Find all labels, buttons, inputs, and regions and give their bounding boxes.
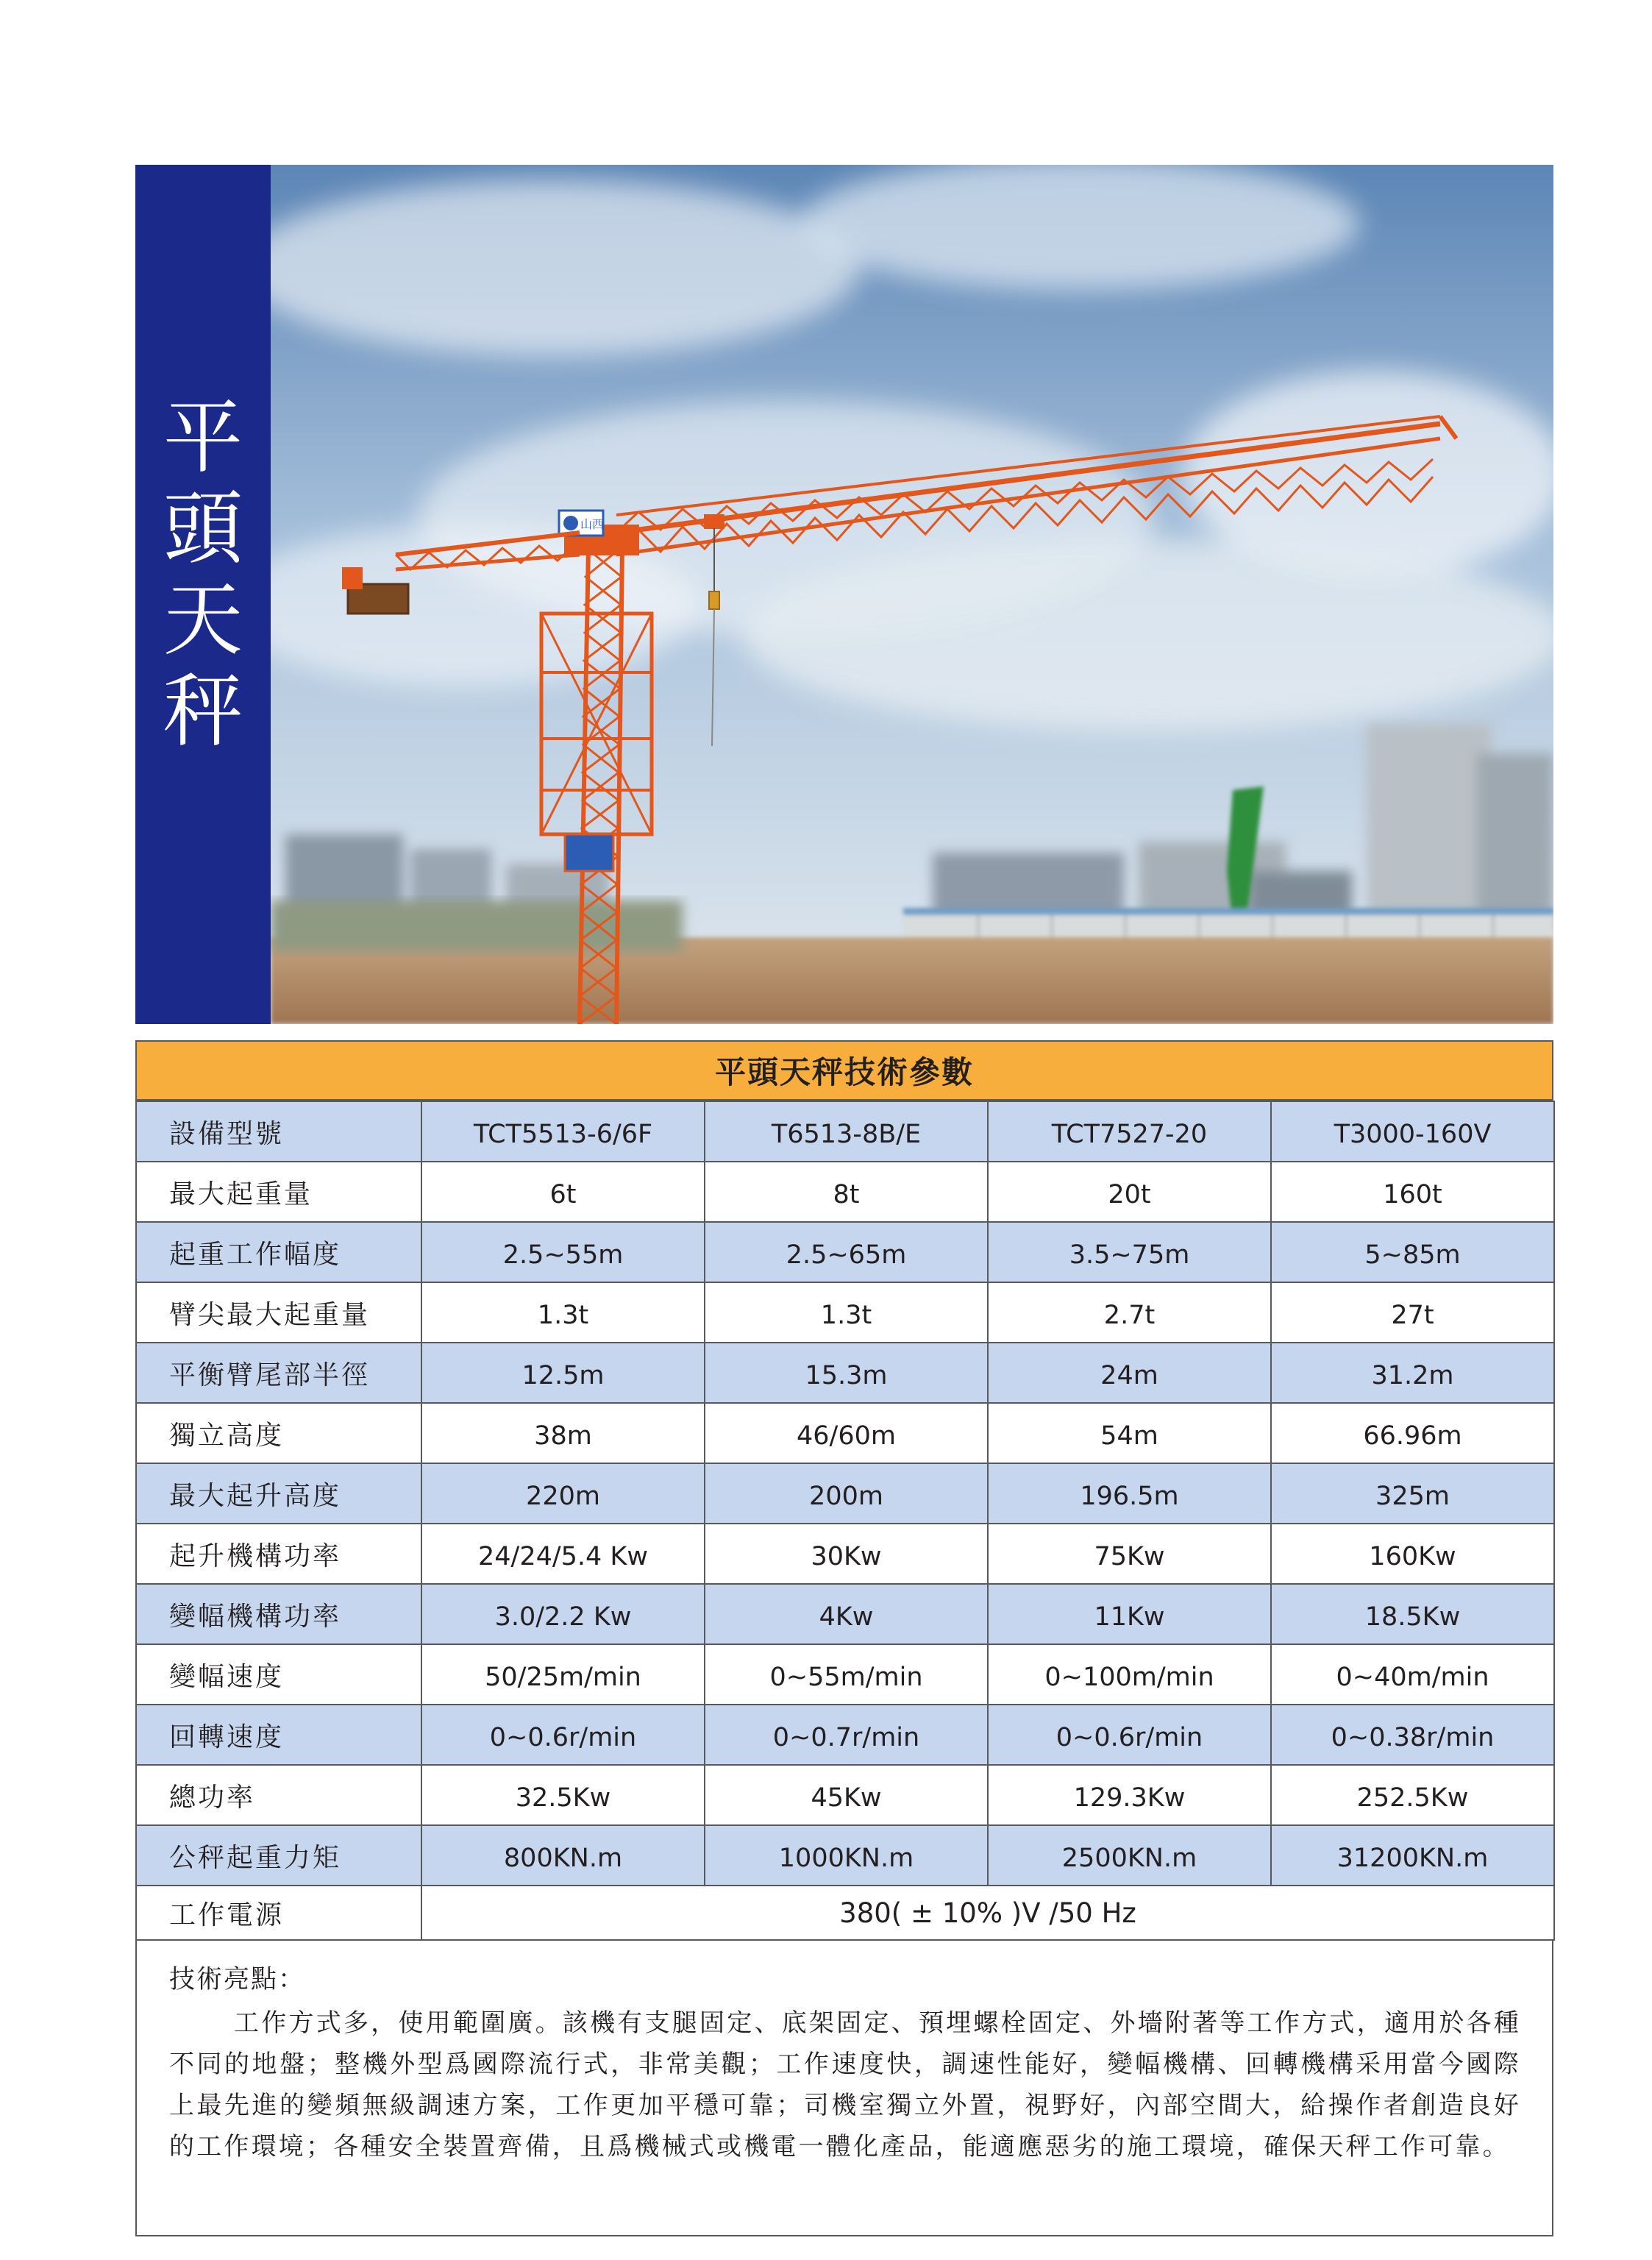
spec-table (135, 1101, 1555, 1941)
side-title-band (135, 165, 271, 1024)
spec-row-label: 公秤起重力矩 (136, 1825, 421, 1886)
spec-cell: 0~40m/min (1271, 1644, 1554, 1705)
spec-row-label: 最大起重量 (136, 1162, 421, 1222)
spec-row (136, 1644, 1554, 1705)
hero-section (135, 165, 1553, 1024)
spec-cell: 8t (705, 1162, 988, 1222)
spec-cell: 1.3t (705, 1282, 988, 1343)
spec-cell: 18.5Kw (1271, 1584, 1554, 1644)
spec-cell: T3000-160V (1271, 1101, 1554, 1162)
spec-cell: 46/60m (705, 1403, 988, 1463)
spec-cell: 30Kw (705, 1524, 988, 1584)
spec-cell: 27t (1271, 1282, 1554, 1343)
spec-row-label: 起升機構功率 (136, 1524, 421, 1584)
side-title-char: 平 (163, 392, 243, 484)
spec-row (136, 1162, 1554, 1222)
spec-row-label: 設備型號 (136, 1101, 421, 1162)
spec-cell: 160t (1271, 1162, 1554, 1222)
spec-row (136, 1765, 1554, 1825)
spec-cell: 20t (988, 1162, 1271, 1222)
spec-cell: 800KN.m (421, 1825, 705, 1886)
spec-cell: 6t (421, 1162, 705, 1222)
spec-cell: 2.5~55m (421, 1222, 705, 1282)
spec-row (136, 1282, 1554, 1343)
spec-cell: 0~0.6r/min (421, 1705, 705, 1765)
crane-logo-text: 山西 (580, 517, 605, 531)
spec-cell: 2.5~65m (705, 1222, 988, 1282)
spec-row-label: 變幅機構功率 (136, 1584, 421, 1644)
spec-cell: 32.5Kw (421, 1765, 705, 1825)
spec-row (136, 1705, 1554, 1765)
spec-cell: 38m (421, 1403, 705, 1463)
power-value: 380( ± 10% )V /50 Hz (421, 1886, 1554, 1940)
spec-cell: 0~0.7r/min (705, 1705, 988, 1765)
spec-cell: 11Kw (988, 1584, 1271, 1644)
spec-cell: 31200KN.m (1271, 1825, 1554, 1886)
spec-cell: 31.2m (1271, 1343, 1554, 1403)
spec-cell: TCT5513-6/6F (421, 1101, 705, 1162)
spec-cell: 24m (988, 1343, 1271, 1403)
spec-row (136, 1101, 1554, 1162)
spec-cell: 3.5~75m (988, 1222, 1271, 1282)
spec-cell: 160Kw (1271, 1524, 1554, 1584)
spec-cell: 200m (705, 1463, 988, 1524)
spec-table-body (136, 1101, 1554, 1940)
spec-cell: 75Kw (988, 1524, 1271, 1584)
power-row (136, 1886, 1554, 1940)
spec-row (136, 1222, 1554, 1282)
spec-cell: 0~0.38r/min (1271, 1705, 1554, 1765)
spec-cell: 2500KN.m (988, 1825, 1271, 1886)
side-title-char: 天 (163, 575, 243, 667)
spec-table-title: 平頭天秤技術參數 (135, 1040, 1553, 1101)
spec-row (136, 1403, 1554, 1463)
spec-cell: 66.96m (1271, 1403, 1554, 1463)
logo-icon (563, 516, 578, 530)
spec-row-label: 臂尖最大起重量 (136, 1282, 421, 1343)
spec-cell: 15.3m (705, 1343, 988, 1403)
spec-row-label: 獨立高度 (136, 1403, 421, 1463)
spec-cell: 1000KN.m (705, 1825, 988, 1886)
spec-row (136, 1524, 1554, 1584)
spec-cell: 252.5Kw (1271, 1765, 1554, 1825)
spec-row (136, 1463, 1554, 1524)
spec-cell: 220m (421, 1463, 705, 1524)
spec-row (136, 1584, 1554, 1644)
side-title-char: 秤 (163, 666, 243, 758)
tech-highlights-body: 工作方式多，使用範圍廣。該機有支腿固定、底架固定、預埋螺栓固定、外墻附著等工作方式，適用於各種不同的地盤；整機外型爲國際流行式，非常美觀；工作速度快，調速性能好，變幅機構、回轉機構采用當今國際上最先進的變頻無級調速方案，工作更加平穩可靠；司機室獨立外置，視野好，內部空間大，給操作者創造良好的工作環境；各種安全裝置齊備，且爲機械式或機電一體化產品，能適應惡劣的施工環境，確保天秤工作可靠。 (169, 2008, 1521, 2161)
spec-row-label: 起重工作幅度 (136, 1222, 421, 1282)
spec-cell: 325m (1271, 1463, 1554, 1524)
spec-row (136, 1825, 1554, 1886)
spec-cell: 0~0.6r/min (988, 1705, 1271, 1765)
spec-row-label: 平衡臂尾部半徑 (136, 1343, 421, 1403)
spec-cell: 0~55m/min (705, 1644, 988, 1705)
spec-row (136, 1343, 1554, 1403)
spec-row-label: 回轉速度 (136, 1705, 421, 1765)
spec-row-label: 總功率 (136, 1765, 421, 1825)
spec-cell: 45Kw (705, 1765, 988, 1825)
spec-cell: 1.3t (421, 1282, 705, 1343)
tech-highlights (135, 1941, 1553, 2236)
spec-cell: T6513-8B/E (705, 1101, 988, 1162)
spec-cell: 129.3Kw (988, 1765, 1271, 1825)
spec-cell: 5~85m (1271, 1222, 1554, 1282)
spec-cell: 50/25m/min (421, 1644, 705, 1705)
tech-highlights-title: 技術亮點： (169, 1965, 306, 1994)
spec-cell: 4Kw (705, 1584, 988, 1644)
spec-cell: 12.5m (421, 1343, 705, 1403)
spec-row-label: 變幅速度 (136, 1644, 421, 1705)
crane-photo (271, 165, 1553, 1024)
spec-cell: 196.5m (988, 1463, 1271, 1524)
power-label: 工作電源 (136, 1886, 421, 1940)
spec-row-label: 最大起升高度 (136, 1463, 421, 1524)
spec-cell: TCT7527-20 (988, 1101, 1271, 1162)
side-title-char: 頭 (163, 483, 243, 575)
mast-sign (565, 834, 613, 871)
spec-cell: 24/24/5.4 Kw (421, 1524, 705, 1584)
spec-section (135, 1040, 1553, 2236)
spec-cell: 3.0/2.2 Kw (421, 1584, 705, 1644)
spec-cell: 54m (988, 1403, 1271, 1463)
spec-cell: 0~100m/min (988, 1644, 1271, 1705)
spec-cell: 2.7t (988, 1282, 1271, 1343)
